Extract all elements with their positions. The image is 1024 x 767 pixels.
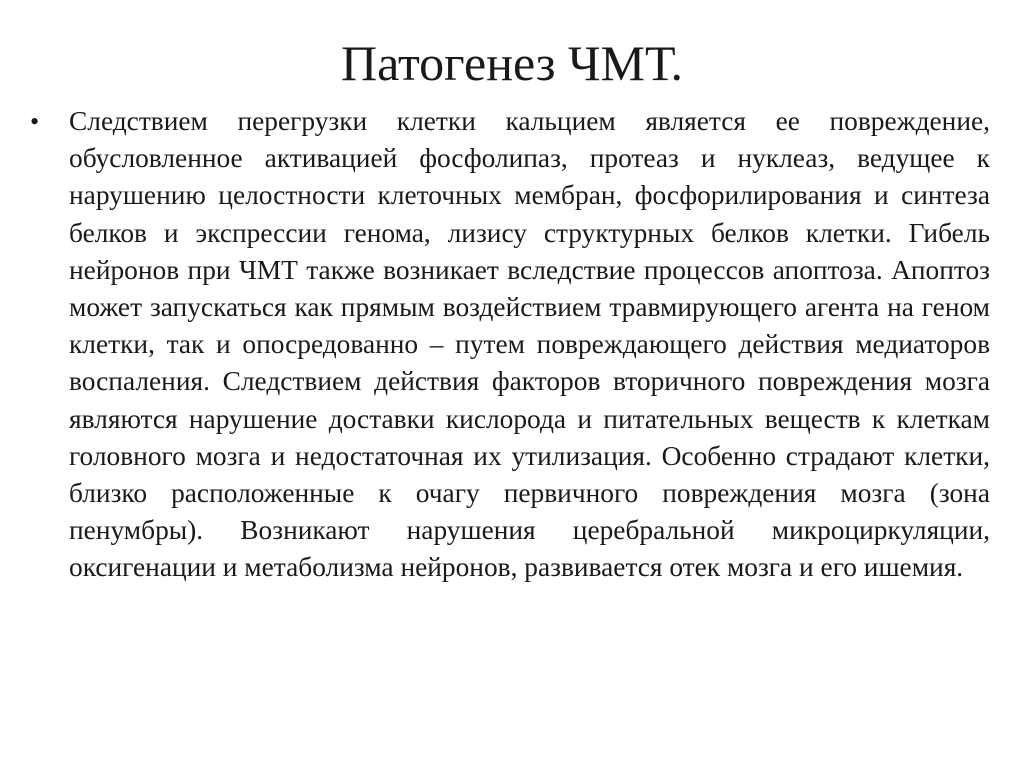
bullet-list <box>30 103 990 587</box>
bullet-marker: • <box>30 107 40 136</box>
bullet-text: Следствием перегрузки клетки кальцием является ее повреждение, обусловленное активацией фосфолипаз, протеаз и нуклеаз, ведущее к нарушению целостности клеточных мембран, фосфорилирования и синтеза белков и экспрессии генома, лизису структурных белков клетки. Гибель нейронов при ЧМТ также возникает вследствие процессов апоптоза. Апоптоз может запускаться как прямым воздействием травмирующего агента на геном клетки, так и опосредованно – путем повреждающего действия медиаторов воспаления. Следствием действия факторов вторичного повреждения мозга являются нарушение доставки кислорода и питательных веществ к клеткам головного мозга и недостаточная их утилизация. Особенно страдают клетки, близко расположенные к очагу первичного повреждения мозга (зона пенумбры). Возникают нарушения церебральной микроциркуляции, оксигенации и метаболизма нейронов, развивается отек мозга и его ишемия. <box>69 106 990 583</box>
slide-title: Патогенез ЧМТ. <box>340 35 684 91</box>
bullet-item <box>30 103 990 587</box>
